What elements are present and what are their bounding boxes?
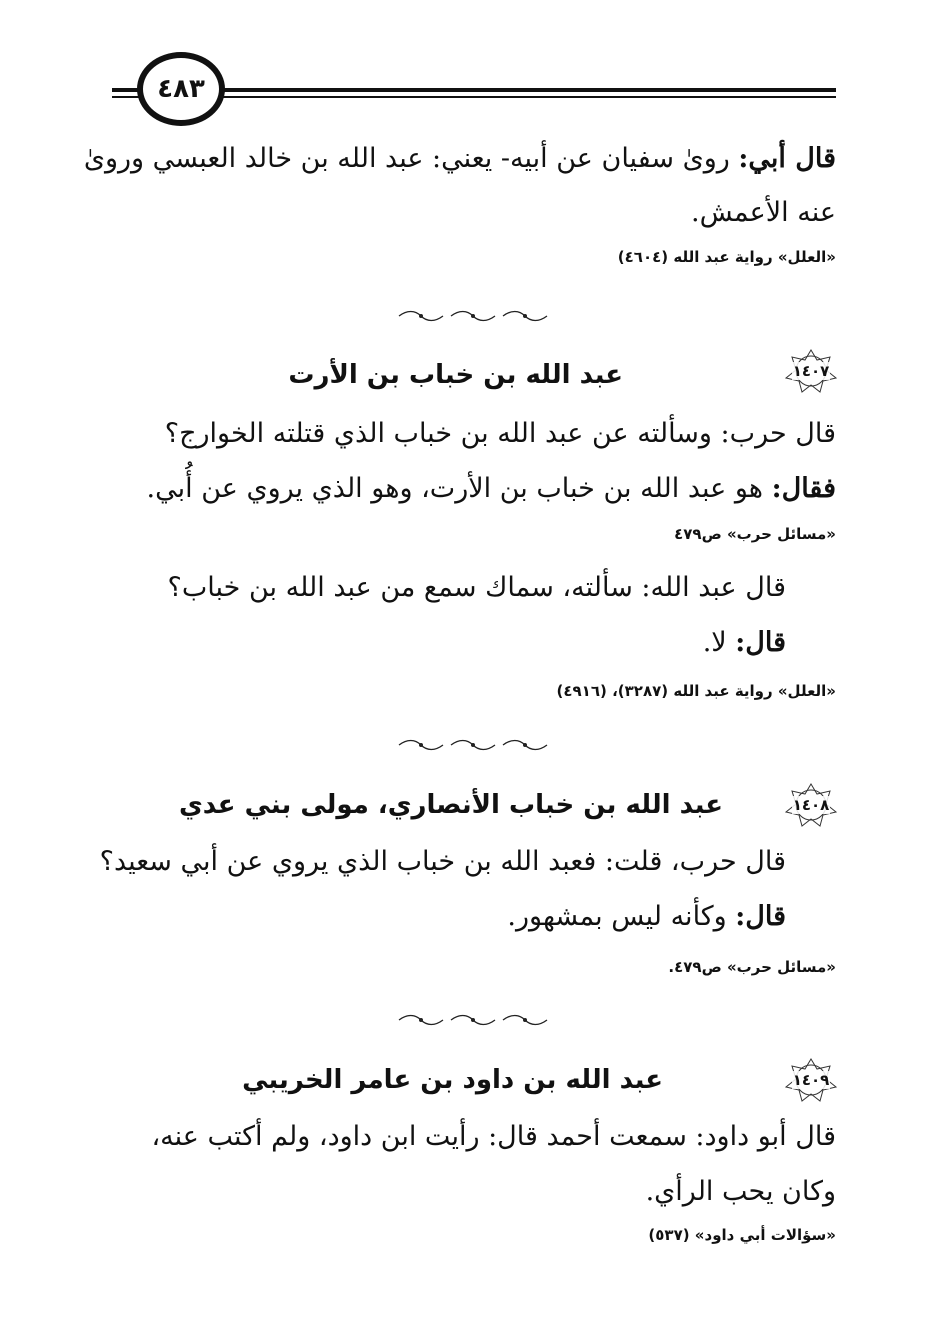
entry-number-medallion [784,1057,838,1103]
line-text: روىٰ سفيان عن أبيه- يعني: عبد الله بن خالد العبسي وروىٰ [83,143,739,174]
section-divider-ornament [395,1013,551,1027]
source-citation: «سؤالات أبي داود» (٥٣٧) [648,1226,836,1244]
source-citation: «مسائل حرب» ص٤٧٩ [674,525,836,543]
section-divider-ornament [395,309,551,323]
line-text: هو عبد الله بن خباب بن الأرت، وهو الذي يروي عن أُبي. [146,473,772,504]
paragraph-line: قال عبد الله: سألته، سماك سمع من عبد الله بن خباب؟ [167,572,786,603]
source-citation: «مسائل حرب» ص٤٧٩. [668,958,836,976]
source-citation: «العلل» رواية عبد الله (٤٦٠٤) [617,248,836,266]
entry-number: ١٤٠٧ [792,362,830,380]
paragraph-line [703,627,786,659]
speaker-label: قال: [735,901,786,932]
entry-number: ١٤٠٨ [792,796,830,814]
paragraph-line [507,901,786,933]
paragraph-line: وكان يحب الرأي. [645,1176,836,1207]
page-number: ٤٨٣ [137,52,225,126]
section-divider-ornament [395,738,551,752]
entry-title: عبد الله بن خباب الأنصاري، مولى بني عدي [178,790,723,820]
entry-number-medallion [784,348,838,394]
entry-number: ١٤٠٩ [792,1071,830,1089]
entry-number-medallion [784,782,838,828]
line-text: لا. [702,627,736,658]
paragraph-line [84,143,836,175]
source-citation: «العلل» رواية عبد الله (٣٢٨٧)، (٤٩١٦) [556,682,836,700]
speaker-label: قال: [735,627,786,658]
speaker-label: فقال: [771,473,836,504]
paragraph-line: قال حرب: وسألته عن عبد الله بن خباب الذي قتلته الخوارج؟ [164,418,836,449]
paragraph-line: قال أبو داود: سمعت أحمد قال: رأيت ابن داود، ولم أكتب عنه، [151,1121,836,1152]
paragraph-line: عنه الأعمش. [691,197,836,228]
speaker-label: قال أبي: [738,143,836,174]
entry-title: عبد الله بن داود بن عامر الخريبي [242,1065,663,1095]
entry-title: عبد الله بن خباب بن الأرت [288,360,623,390]
paragraph-line: قال حرب، قلت: فعبد الله بن خباب الذي يروي عن أبي سعيد؟ [99,846,786,877]
line-text: وكأنه ليس بمشهور. [507,901,736,932]
paragraph-line [147,473,836,505]
